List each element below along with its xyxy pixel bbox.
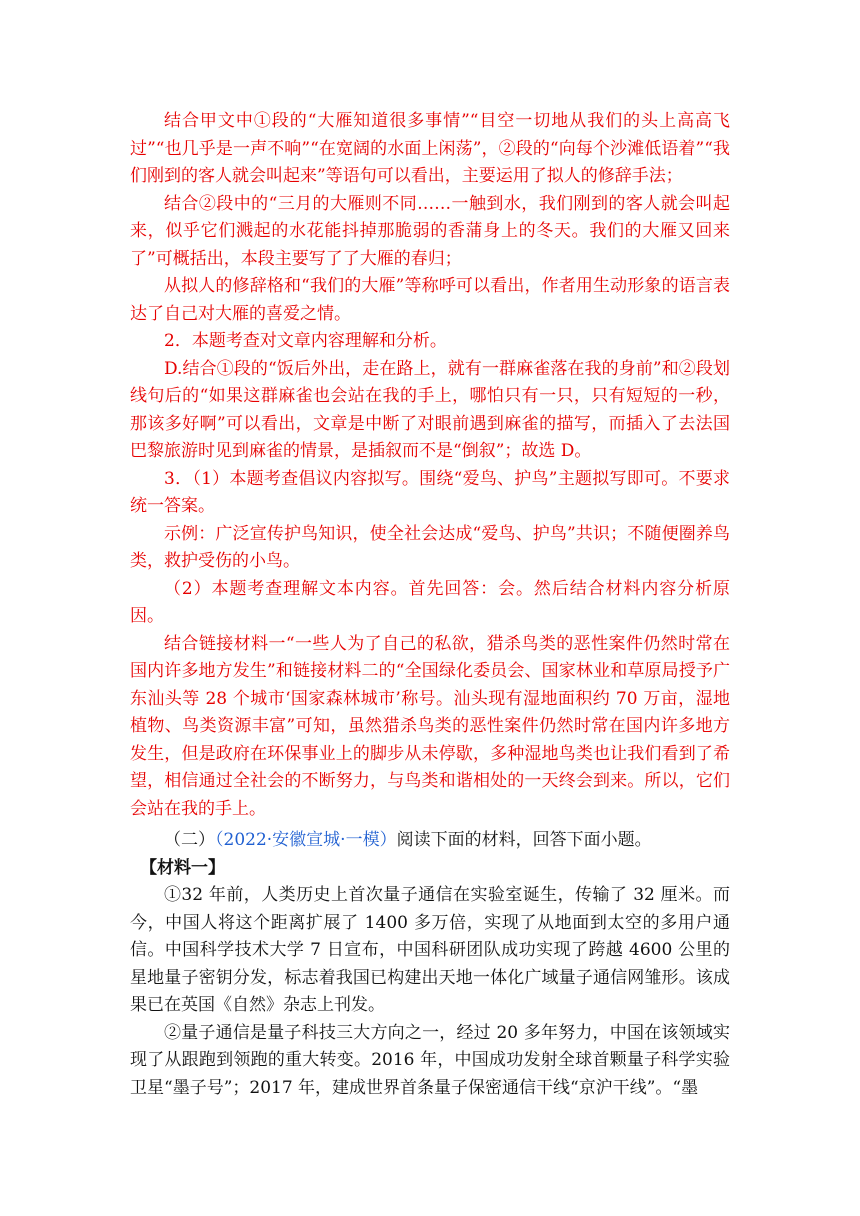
- answer-example: 示例：广泛宣传护鸟知识，使全社会达成“爱鸟、护鸟”共识；不随便圈养鸟类，救护受伤的小鸟。: [130, 523, 730, 571]
- answer-heading-3-2: （2）本题考查理解文本内容。首先回答：会。然后结合材料内容分析原因。: [130, 578, 730, 626]
- section-instruction: 阅读下面的材料，回答下面小题。: [396, 830, 652, 850]
- answer-paragraph-3: 从拟人的修辞格和“我们的大雁”等称呼可以看出，作者用生动形象的语言表达了自己对大雁的喜爱之情。: [130, 276, 730, 324]
- material-paragraph-2: ②量子通信是量子科技三大方向之一，经过 20 多年努力，中国在该领域实现了从跟跑到领跑的重大转变。2016 年，中国成功发射全球首颗量子科学实验卫星“墨子号”；2017 年，建成世界首条量子保密通信干线“京沪干线”。“墨: [130, 1022, 730, 1098]
- answer-paragraph-5: D.结合①段的“饭后外出，走在路上，就有一群麻雀落在我的身前”和②段划线句后的“如果这群麻雀也会站在我的手上，哪怕只有一只，只有短短的一秒，那该多好啊”可以看出，文章是中断了对眼前遇到麻雀的描写，而插入了去法国巴黎旅游时见到麻雀的情景，是插叙而不是“倒叙”；故选 D。: [130, 358, 730, 461]
- answer-paragraph-1: 结合甲文中①段的“大雁知道很多事情”“目空一切地从我们的头上高高飞过”“也几乎是一声不响”“在宽阔的水面上闲荡”，②段的“向每个沙滩低语着”“我们刚到的客人就会叫起来”等语句可以看出，主要运用了拟人的修辞手法；: [130, 111, 730, 186]
- answer-section: [130, 108, 730, 823]
- answer-heading-2: 2．本题考查对文章内容理解和分析。: [164, 331, 447, 351]
- answer-paragraph-9: 结合链接材料一“一些人为了自己的私欲，猎杀鸟类的恶性案件仍然时常在国内许多地方发生”和链接材料二的“全国绿化委员会、国家林业和草原局授予广东汕头等 28 个城市‘国家森林城市’称号。汕头现有湿地面积约 70 万亩，湿地植物、鸟类资源丰富”可知，虽然猎杀鸟类的恶性案件仍然时常在国内许多地方发生，但是政府在环保事业上的脚步从未停歇，多种湿地鸟类也让我们看到了希望，相信通过全社会的不断努力，与鸟类和谐相处的一天终会到来。所以，它们会站在我的手上。: [130, 633, 730, 819]
- answer-paragraph-2: 结合②段中的“三月的大雁则不同……一触到水，我们刚到的客人就会叫起来，似乎它们溅起的水花能抖掉那脆弱的香蒲身上的冬天。我们的大雁又回来了”可概括出，本段主要写了了大雁的春归；: [130, 193, 730, 269]
- section-heading: [130, 827, 730, 855]
- source-tag[interactable]: （2022·安徽宣城·一模）: [215, 830, 397, 850]
- answer-heading-3: 3．（1）本题考查倡议内容拟写。围绕“爱鸟、护鸟”主题拟写即可。不要求统一答案。: [130, 468, 730, 516]
- material-title: 【材料一】: [140, 857, 225, 878]
- section-prefix: （二）: [164, 830, 215, 850]
- material-paragraph-1: ①32 年前，人类历史上首次量子通信在实验室诞生，传输了 32 厘米。而今，中国人将这个距离扩展了 1400 多万倍，实现了从地面到太空的多用户通信。中国科学技术大学 7 日宣布，中国科研团队成功实现了跨越 4600 公里的星地量子密钥分发，标志着我国已构建出天地一体化广域量子通信网雏形。该成果已在英国《自然》杂志上刊发。: [130, 885, 730, 1015]
- reading-section: [130, 827, 730, 1102]
